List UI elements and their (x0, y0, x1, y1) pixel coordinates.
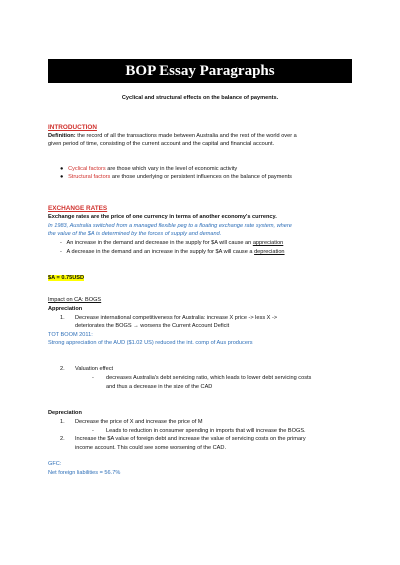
tot-boom-heading: TOT BOOM 2011: (48, 332, 93, 338)
bullet-icon: ● (60, 166, 64, 172)
depreciation-point-1: Decrease the price of X and increase the price of M (75, 419, 203, 425)
bullet-structural (60, 174, 292, 181)
definition-label: Definition: (48, 133, 76, 139)
exchange-heading: EXCHANGE RATES (48, 205, 108, 212)
exchange-definition: Exchange rates are the price of one currency in terms of another economy's currency. (48, 214, 277, 220)
appreciation-point-2: Valuation effect (75, 366, 114, 372)
appreciation-heading: Appreciation (48, 306, 83, 312)
bullet-icon: ● (60, 174, 64, 180)
appreciation-point-1-num: 1. (60, 315, 65, 321)
appreciation-point-1b: deteriorates the BOGS → worsens the Current Account Deficit (75, 323, 230, 329)
appreciation-point-1a: Decrease international competitiveness for Australia: increase X price -> less X -> (75, 315, 278, 321)
page-title: BOP Essay Paragraphs (48, 59, 352, 83)
depreciation-point-1-num: 1. (60, 419, 65, 425)
depreciation-term: depreciation (254, 249, 285, 255)
dash-text: A decrease in the demand and an increase in the supply for $A will cause a (66, 249, 255, 255)
depreciation-point-2a: Increase the $A value of foreign debt and increase the value of servicing costs on the primary (75, 436, 306, 442)
exchange-history-1: In 1983, Australia switched from a managed flexible peg to a floating exchange rate system, where (48, 223, 292, 229)
rate-highlight: $A = 0.75USD (48, 275, 85, 281)
exchange-rate-value (48, 275, 84, 282)
depreciation-dash-text: Leads to reduction in consumer spending in imports that will increase the BOGS. (106, 428, 306, 434)
definition-line-1 (48, 133, 297, 140)
valuation-text-1: decreases Australia's debt servicing ratio, which leads to lower debt servicing costs (106, 375, 312, 381)
structural-label: Structural factors (68, 174, 111, 180)
depreciation-dash-icon: - (92, 428, 94, 434)
impact-heading: Impact on CA: BOGS (48, 297, 102, 303)
definition-text: the record of all the transactions made between Australia and the rest of the world over a (75, 133, 297, 139)
subtitle: Cyclical and structural effects on the balance of payments. (121, 95, 279, 101)
dash-text: An increase in the demand and decrease in the supply for $A will cause an (66, 240, 253, 246)
depreciation-point-2b: income account. This could see some worsening of the CAD. (75, 445, 227, 451)
depreciation-heading: Depreciation (48, 410, 82, 416)
gfc-heading: GFC: (48, 461, 62, 467)
tot-boom-text: Strong appreciation of the AUD ($1.02 US) reduced the int. comp of Aus producers (48, 340, 253, 346)
definition-line-2: given period of time, consisting of the current account and the capital and financial account. (48, 141, 275, 147)
cyclical-text: are those which vary in the level of economic activity (105, 166, 238, 172)
appreciation-point-2-num: 2. (60, 366, 65, 372)
dash-depreciation (60, 249, 285, 256)
net-foreign-liabilities: Net foreign liabilities = 56.7% (48, 470, 121, 476)
depreciation-point-2-num: 2. (60, 436, 65, 442)
cyclical-label: Cyclical factors (68, 166, 106, 172)
dash-icon: - (60, 249, 62, 255)
appreciation-term: appreciation (252, 240, 284, 246)
valuation-text-2: and thus a decrease in the size of the CAD (106, 384, 213, 390)
bullet-cyclical (60, 166, 237, 173)
dash-icon: - (60, 240, 62, 246)
exchange-history-2: the value of the $A is determined by the forces of supply and demand. (48, 231, 222, 237)
structural-text: are those underlying or persistent influences on the balance of payments (110, 174, 292, 180)
dash-appreciation (60, 240, 283, 247)
intro-heading: INTRODUCTION (48, 124, 97, 131)
valuation-dash-icon: - (92, 375, 94, 381)
